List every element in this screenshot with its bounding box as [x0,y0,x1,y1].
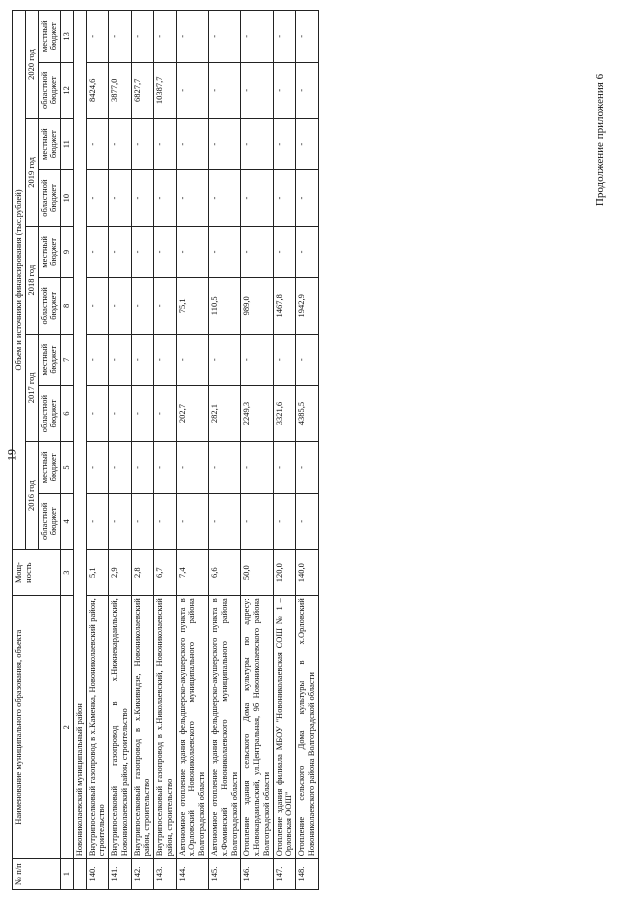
object-name: Отопление здания сельского Дома культуры по адресу: х.Новокардаильский, ул.Центральная, 9б Новониколаевского района Волгоградской области [241,596,273,859]
budget-value: - [209,226,241,277]
year-header: 2019 год [25,119,38,227]
budget-value: - [241,170,273,226]
budget-value: 989,0 [241,278,273,334]
budget-value: 1467,8 [273,278,296,334]
budget-value: - [131,119,154,170]
row-number: 144. [176,859,208,890]
budget-value: 6827,7 [131,62,154,118]
table-header [13,11,74,890]
column-number: 5 [61,442,74,493]
budget-value: - [176,334,208,385]
budget-value: 10387,7 [154,62,177,118]
table-row [209,11,241,890]
budget-value: - [131,278,154,334]
col-name-header: Наименование муниципального образования, объекта [13,596,61,859]
budget-value: - [109,493,132,549]
funding-header: Объем и источники финансирования (тыс.рублей) [13,11,26,550]
budget-value: - [109,334,132,385]
budget-value: 2249,3 [241,385,273,441]
budget-value: - [176,442,208,493]
column-number: 7 [61,334,74,385]
budget-value: - [109,119,132,170]
budget-value: 282,1 [209,385,241,441]
object-name: Внутрипоселковый газопровод в х.Николаевский, Новониколаевский район, строительство [154,596,177,859]
table-body [73,11,318,890]
budget-value: - [176,170,208,226]
budget-value: - [273,334,296,385]
budget-value: - [131,334,154,385]
budget-value: - [154,226,177,277]
budget-value: - [296,493,319,549]
row-number: 140. [86,859,109,890]
year-header: 2016 год [25,442,38,550]
funding-table [12,10,319,890]
row-number: 143. [154,859,177,890]
budget-value: - [296,119,319,170]
column-number: 2 [61,596,74,859]
object-name: Автономное отопление здания фельдшерско-акушерского пункта в х.Орловский Новониколаевского муниципального района Волгоградской области [176,596,208,859]
power-value: 7,4 [176,550,208,596]
budget-value: - [209,442,241,493]
local-budget-header: местный бюджет [38,442,61,493]
budget-value: - [296,226,319,277]
column-number: 6 [61,385,74,441]
budget-value: - [176,62,208,118]
regional-budget-header: областной бюджет [38,385,61,441]
column-number: 8 [61,278,74,334]
budget-value: - [109,226,132,277]
power-value: 2,8 [131,550,154,596]
column-number: 4 [61,493,74,549]
power-value: 5,1 [86,550,109,596]
table-row [154,11,177,890]
power-value: 50,0 [241,550,273,596]
object-name: Отопление сельского Дома культуры в х.Орловский Новониколаевского района Волгоградской области [296,596,319,859]
row-number: 148. [296,859,319,890]
budget-value: - [86,119,109,170]
power-value: 6,7 [154,550,177,596]
section-title: Новониколаевский муниципальный район [73,11,86,859]
budget-value: - [176,493,208,549]
row-number: 146. [241,859,273,890]
budget-value: - [296,442,319,493]
budget-value: - [241,11,273,63]
budget-value: - [109,442,132,493]
budget-value: - [273,11,296,63]
budget-value: - [273,62,296,118]
local-budget-header: местный бюджет [38,119,61,170]
budget-value: - [86,385,109,441]
budget-value: 3877,0 [109,62,132,118]
budget-value: - [154,11,177,63]
power-value: 2,9 [109,550,132,596]
budget-value: - [209,62,241,118]
budget-value: - [154,493,177,549]
budget-value: 4385,5 [296,385,319,441]
budget-value: - [109,170,132,226]
budget-value: - [273,442,296,493]
table-row [86,11,109,890]
budget-value: 110,5 [209,278,241,334]
budget-value: - [154,119,177,170]
column-number: 12 [61,62,74,118]
year-header: 2020 год [25,11,38,119]
budget-value: 3321,6 [273,385,296,441]
row-number: 142. [131,859,154,890]
row-number: 145. [209,859,241,890]
object-name: Внутрипоселковый газопровод в х.Каменка, Новониколаевский район, строительство [86,596,109,859]
budget-value: - [131,11,154,63]
budget-value: - [176,226,208,277]
table-row [131,11,154,890]
year-header: 2018 год [25,226,38,334]
budget-value: - [109,11,132,63]
column-number: 1 [61,859,74,890]
regional-budget-header: областной бюджет [38,170,61,226]
budget-value: - [154,385,177,441]
table-row [109,11,132,890]
page-number: 19 [4,449,19,461]
budget-value: - [131,442,154,493]
budget-value: - [154,442,177,493]
budget-value: - [209,170,241,226]
column-number-row [61,11,74,890]
budget-value: - [86,11,109,63]
budget-value: 75,1 [176,278,208,334]
table-row [176,11,208,890]
budget-value: - [241,334,273,385]
power-value: 6,6 [209,550,241,596]
budget-value: - [86,170,109,226]
budget-value: - [86,442,109,493]
budget-value: - [296,11,319,63]
appendix-caption: Продолжение приложения 6 [594,73,606,207]
table-row [296,11,319,890]
regional-budget-header: областной бюджет [38,278,61,334]
object-name: Автономное отопление здания фельдшерско-акушерского пункта в х.Фоминский Новониколаевского муниципального района Волгоградской области [209,596,241,859]
budget-value: - [131,226,154,277]
local-budget-header: местный бюджет [38,11,61,63]
budget-value: - [154,278,177,334]
budget-value: - [209,119,241,170]
budget-value: - [131,493,154,549]
budget-value: - [109,278,132,334]
regional-budget-header: областной бюджет [38,493,61,549]
local-budget-header: местный бюджет [38,226,61,277]
regional-budget-header: областной бюджет [38,62,61,118]
column-number: 10 [61,170,74,226]
column-number: 9 [61,226,74,277]
budget-value: - [209,493,241,549]
power-value: 120,0 [273,550,296,596]
budget-value: - [241,493,273,549]
budget-value: - [154,334,177,385]
budget-value: - [273,226,296,277]
rotated-sheet [12,10,612,890]
column-number: 11 [61,119,74,170]
budget-value: - [209,334,241,385]
col-num-header: № п/п [13,859,61,890]
budget-value: - [273,493,296,549]
table-row [241,11,273,890]
budget-value: - [86,226,109,277]
budget-value: 8424,6 [86,62,109,118]
budget-value: 1942,9 [296,278,319,334]
row-number: 141. [109,859,132,890]
object-name: Внутрипоселковый газопровод в х.Кикивидзе, Новониколаевский район, строительство [131,596,154,859]
budget-value: 202,7 [176,385,208,441]
budget-value: - [86,493,109,549]
section-spacer [73,859,86,890]
col-power-header: Мощ-ность [13,550,61,596]
section-row [73,11,86,890]
object-name: Отопление здания филиала МБОУ "Новониколаевская СОШ № 1 – Орловская ООШ" [273,596,296,859]
budget-value: - [131,170,154,226]
budget-value: - [241,62,273,118]
budget-value: - [273,170,296,226]
budget-value: - [131,385,154,441]
budget-value: - [109,385,132,441]
budget-value: - [86,334,109,385]
budget-value: - [86,278,109,334]
budget-value: - [176,119,208,170]
budget-value: - [296,62,319,118]
budget-value: - [176,11,208,63]
budget-value: - [241,442,273,493]
budget-value: - [273,119,296,170]
column-number: 13 [61,11,74,63]
budget-value: - [154,170,177,226]
column-number: 3 [61,550,74,596]
object-name: Внутрипоселковый газопровод в х.Нижнекардаильский, Новониколаевский район, строительство [109,596,132,859]
row-number: 147. [273,859,296,890]
budget-value: - [241,226,273,277]
budget-value: - [296,170,319,226]
budget-value: - [241,119,273,170]
local-budget-header: местный бюджет [38,334,61,385]
year-header: 2017 год [25,334,38,442]
table-row [273,11,296,890]
budget-value: - [209,11,241,63]
budget-value: - [296,334,319,385]
power-value: 140,0 [296,550,319,596]
